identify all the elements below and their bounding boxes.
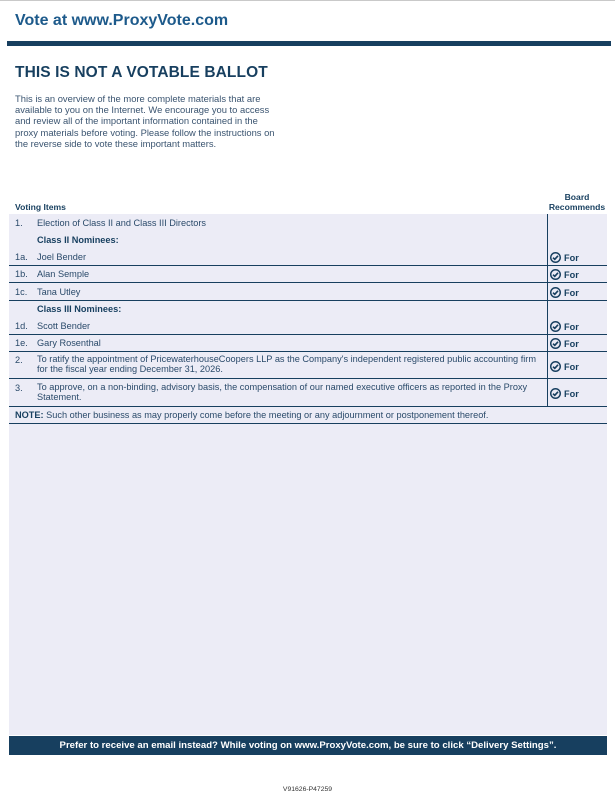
item-number: 1d. xyxy=(15,321,28,331)
intro-line: proxy materials before voting. Please follow the instructions on xyxy=(15,126,275,138)
document-code: V91626-P47259 xyxy=(282,786,333,793)
item-number: 1. xyxy=(15,218,23,228)
nominee-name: Gary Rosenthal xyxy=(37,338,101,348)
recommendation xyxy=(550,388,579,399)
intro-line: and review all of the important information contained in the xyxy=(15,115,258,127)
recommendation-label: For xyxy=(564,270,579,280)
class-ii-heading: Class II Nominees: xyxy=(37,235,119,245)
intro-line: This is an overview of the more complete materials that are xyxy=(15,93,261,104)
row-divider xyxy=(9,351,607,352)
page-title: THIS IS NOT A VOTABLE BALLOT xyxy=(15,64,268,81)
voting-items-panel xyxy=(9,214,607,735)
recommendation xyxy=(550,287,579,298)
item-number: 1e. xyxy=(15,338,28,348)
row-divider xyxy=(9,334,607,335)
note-divider xyxy=(9,423,607,424)
nominee-name: Scott Bender xyxy=(37,321,91,331)
recommendation xyxy=(550,252,579,263)
footer-text: Prefer to receive an email instead? While voting on www.ProxyVote.com, be sure to click “Delivery Settings”. xyxy=(59,740,557,751)
note-text: Such other business as may properly come before the meeting or any adjournment or postponement thereof. xyxy=(43,410,489,420)
board-header-line: Recommends xyxy=(548,201,606,212)
intro-line: the reverse side to vote these important matters. xyxy=(15,137,217,149)
recommendation xyxy=(550,361,579,372)
item-number: 1b. xyxy=(15,269,28,279)
nominee-name: Joel Bender xyxy=(37,252,87,262)
recommendation xyxy=(550,321,579,332)
recommendation xyxy=(550,269,579,280)
board-header-line: Board xyxy=(564,192,590,202)
recommendation-label: For xyxy=(564,288,579,298)
check-circle-icon xyxy=(550,338,561,349)
row-divider xyxy=(9,378,607,379)
row-divider xyxy=(9,406,607,407)
recommendation xyxy=(550,338,579,349)
header-bar xyxy=(7,41,611,46)
check-circle-icon xyxy=(550,269,561,280)
header-title: Vote at www.ProxyVote.com xyxy=(15,12,229,29)
check-circle-icon xyxy=(550,287,561,298)
check-circle-icon xyxy=(550,388,561,399)
recommendation-label: For xyxy=(564,362,579,372)
intro-paragraph xyxy=(15,93,315,149)
note xyxy=(15,410,488,420)
check-circle-icon xyxy=(550,252,561,263)
item-number: 2. xyxy=(15,355,23,365)
check-circle-icon xyxy=(550,321,561,332)
recommendation-label: For xyxy=(564,322,579,332)
note-label: NOTE: xyxy=(15,410,44,420)
recommendation-label: For xyxy=(564,339,579,349)
item-text: To ratify the appointment of PricewaterhouseCoopers LLP as the Company's independent registered public accounting firm for the fiscal year ending December 31, 2026. xyxy=(37,354,537,374)
intro-line: available to you on the Internet. We encourage you to access xyxy=(15,104,270,116)
row-divider xyxy=(9,282,607,283)
nominee-name: Tana Utley xyxy=(37,287,81,297)
recommendation-label: For xyxy=(564,389,579,399)
row-divider xyxy=(9,300,607,301)
item-text: To approve, on a non-binding, advisory basis, the compensation of our named executive officers as reported in the Proxy Statement. xyxy=(37,382,528,402)
item-number: 1a. xyxy=(15,252,28,262)
nominee-name: Alan Semple xyxy=(37,269,90,279)
item-number: 1c. xyxy=(15,287,28,297)
recommendation-label: For xyxy=(564,253,579,263)
class-iii-heading: Class III Nominees: xyxy=(37,304,122,314)
top-border xyxy=(0,0,615,1)
board-recommends-header xyxy=(545,193,609,212)
item-number: 3. xyxy=(15,383,23,393)
item-text: Election of Class II and Class III Directors xyxy=(37,218,207,228)
row-divider xyxy=(9,265,607,266)
voting-items-header: Voting Items xyxy=(15,202,66,212)
check-circle-icon xyxy=(550,361,561,372)
